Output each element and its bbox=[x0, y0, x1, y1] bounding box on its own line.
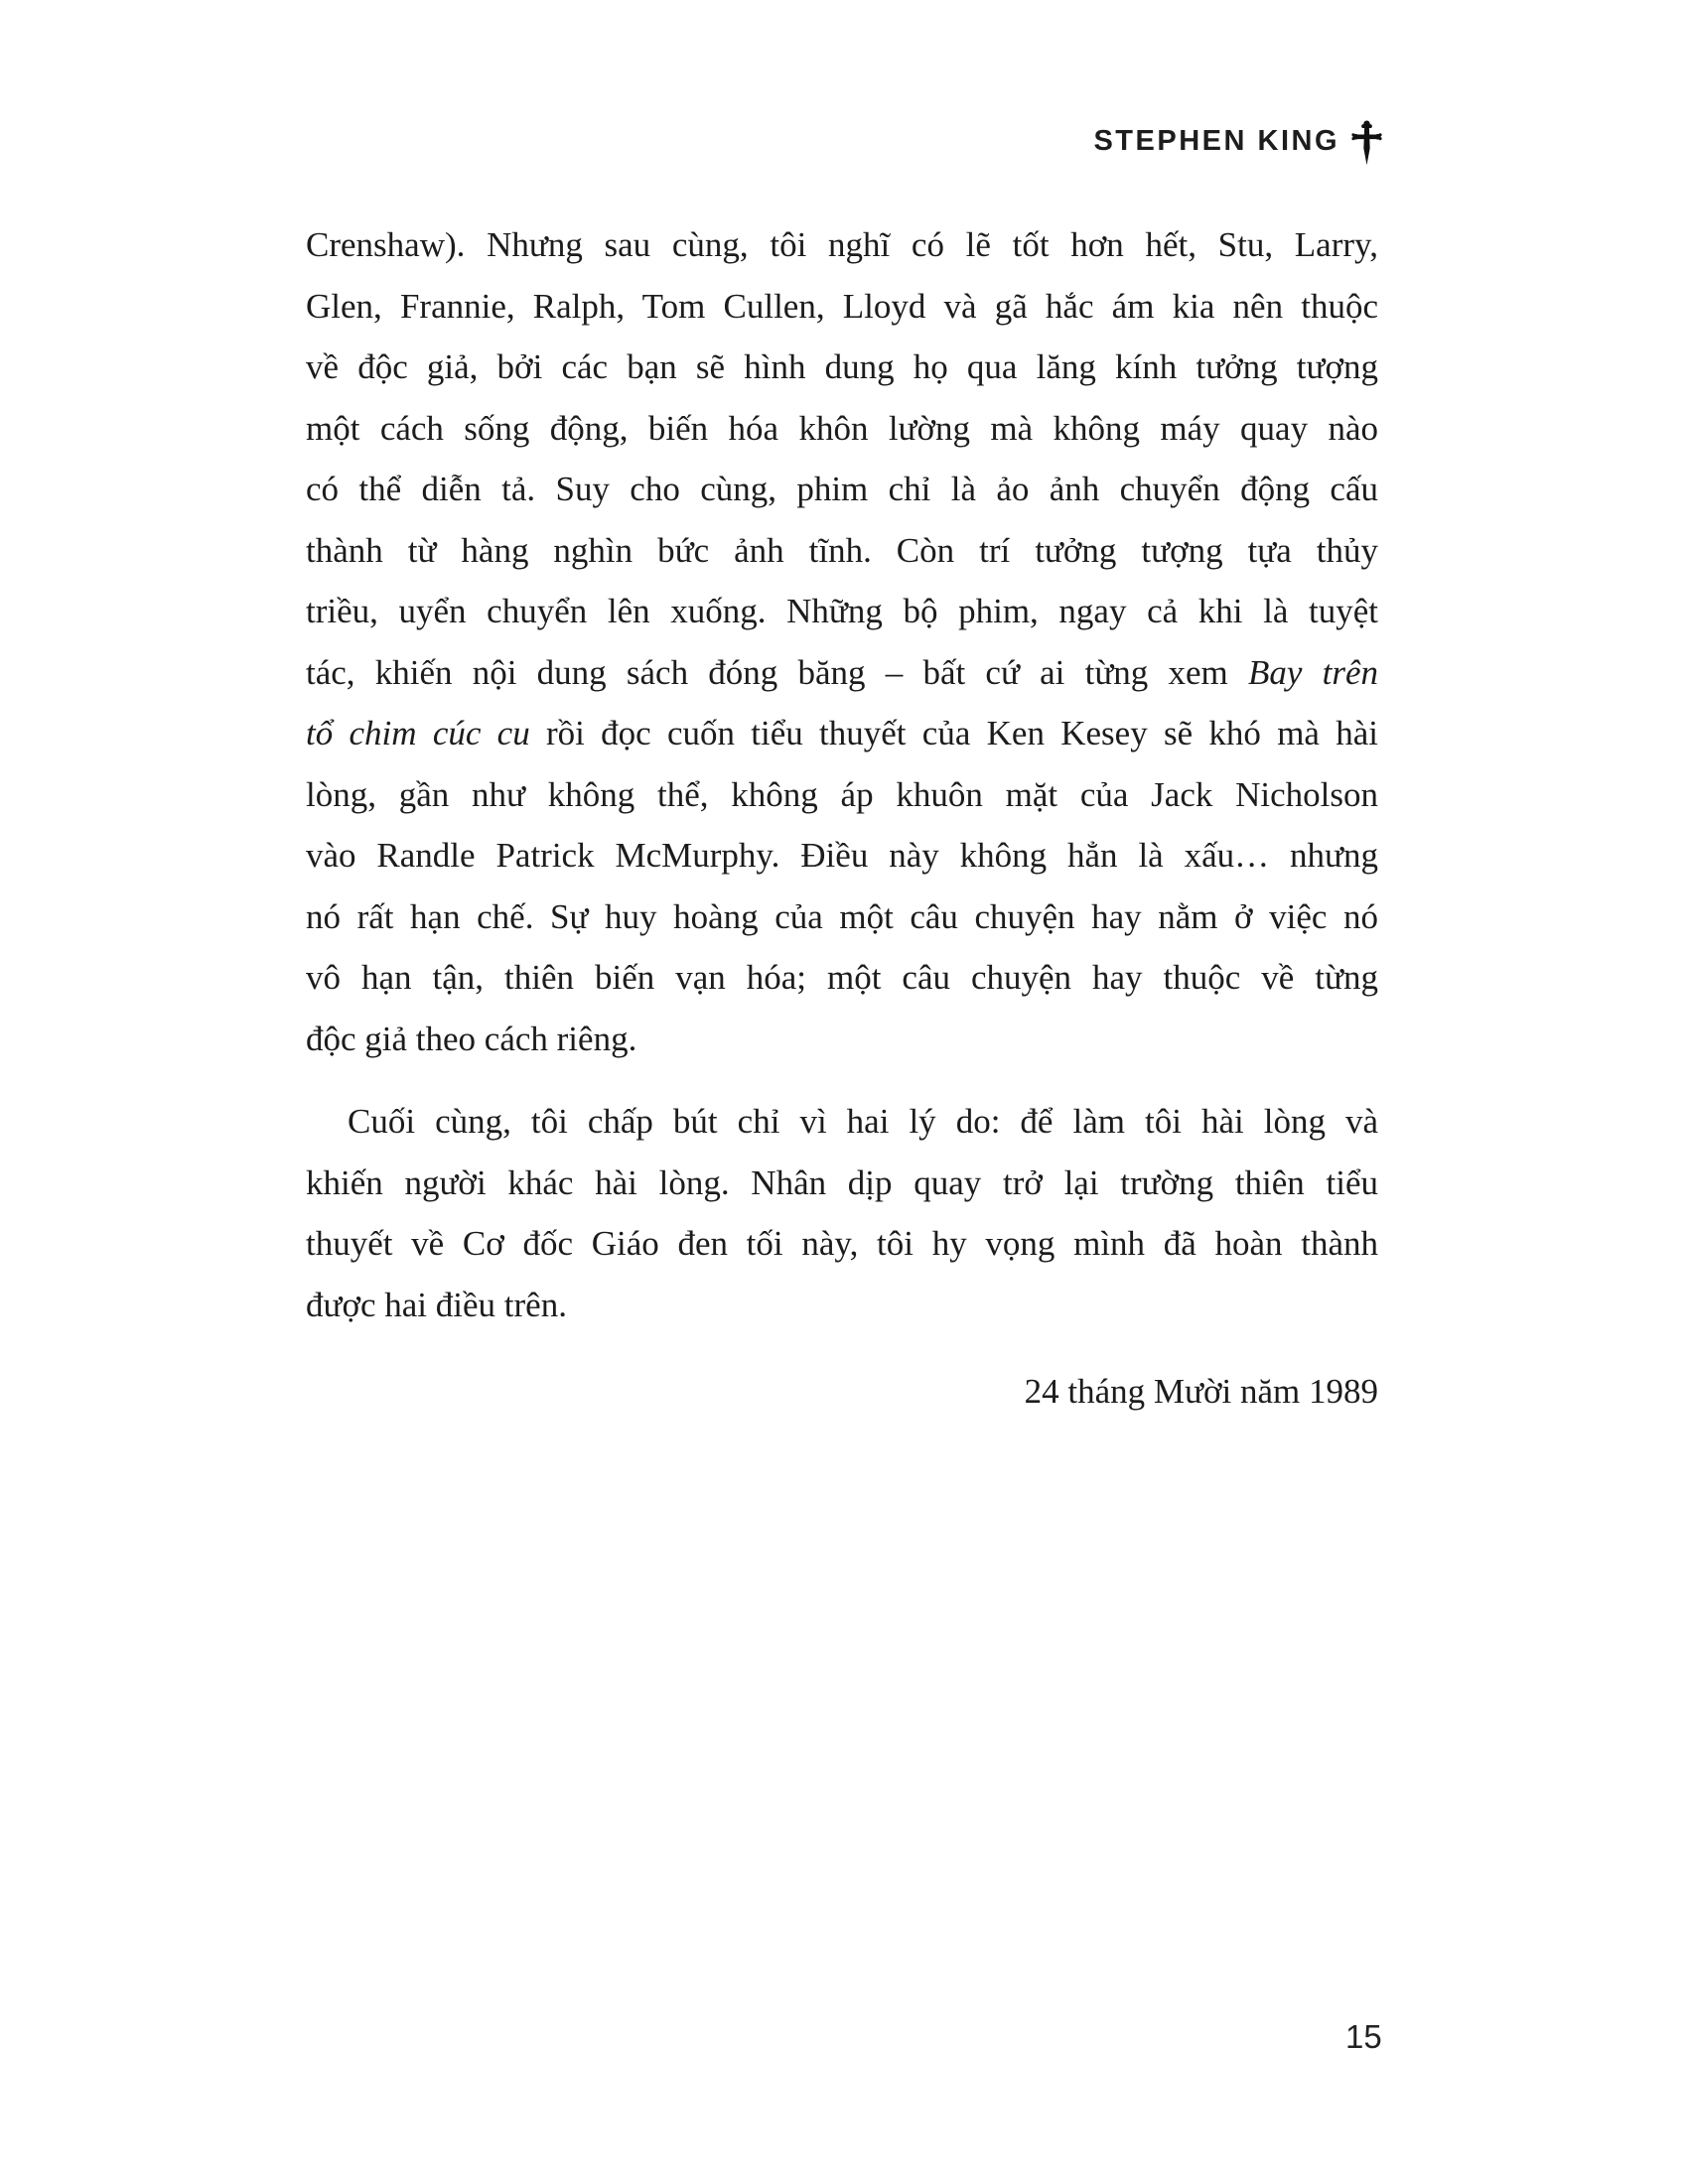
text-line: Cuối cùng, tôi chấp bút chỉ vì hai lý do: để làm tôi hài lòng và bbox=[348, 1102, 1378, 1141]
text-line: lòng, gần như không thể, không áp khuôn mặt của Jack Nicholson bbox=[306, 774, 1378, 814]
text-line: vô hạn tận, thiên biến vạn hóa; một câu chuyện hay thuộc về từng bbox=[306, 958, 1378, 997]
text-line: một cách sống động, biến hóa khôn lường mà không máy quay nào bbox=[306, 408, 1378, 448]
text-line: được hai điều trên. bbox=[306, 1285, 567, 1324]
text-segment: rồi đọc cuốn tiểu thuyết của Ken Kesey sẽ khó mà hài bbox=[545, 714, 1378, 752]
text-segment: tác, khiến nội dung sách đóng băng – bất cứ ai từng xem bbox=[306, 652, 1228, 692]
book-title-italic: tổ chim cúc cu bbox=[306, 714, 530, 752]
running-header bbox=[1093, 115, 1382, 167]
text-line: độc giả theo cách riêng. bbox=[306, 1019, 637, 1058]
paragraph-1 bbox=[306, 214, 1378, 1069]
author-name: STEPHEN KING bbox=[1093, 124, 1339, 157]
paragraph-2 bbox=[306, 1091, 1378, 1335]
text-line bbox=[306, 703, 1378, 764]
text-line: thuyết về Cơ đốc Giáo đen tối này, tôi hy vọng mình đã hoàn thành bbox=[306, 1224, 1378, 1263]
dateline: 24 tháng Mười năm 1989 bbox=[1024, 1372, 1378, 1411]
text-line: Glen, Frannie, Ralph, Tom Cullen, Lloyd và gã hắc ám kia nên thuộc bbox=[306, 286, 1378, 326]
cross-icon bbox=[1351, 120, 1382, 167]
text-line bbox=[306, 642, 1378, 704]
text-line: nó rất hạn chế. Sự huy hoàng của một câu chuyện hay nằm ở việc nó bbox=[306, 896, 1378, 936]
text-line: Crenshaw). Nhưng sau cùng, tôi nghĩ có lẽ tốt hơn hết, Stu, Larry, bbox=[306, 225, 1378, 264]
text-line: triều, uyển chuyển lên xuống. Những bộ phim, ngay cả khi là tuyệt bbox=[306, 592, 1378, 630]
text-line: thành từ hàng nghìn bức ảnh tĩnh. Còn trí tưởng tượng tựa thủy bbox=[306, 530, 1378, 570]
text-line: về độc giả, bởi các bạn sẽ hình dung họ qua lăng kính tưởng tượng bbox=[306, 347, 1378, 386]
page-body bbox=[306, 214, 1378, 1423]
text-line: vào Randle Patrick McMurphy. Điều này không hẳn là xấu… nhưng bbox=[306, 836, 1378, 875]
book-title-italic: Bay trên bbox=[1248, 652, 1379, 692]
page-number: 15 bbox=[1345, 2018, 1382, 2055]
text-line: có thể diễn tả. Suy cho cùng, phim chỉ là ảo ảnh chuyển động cấu bbox=[306, 470, 1378, 508]
text-line: khiến người khác hài lòng. Nhân dịp quay trở lại trường thiên tiểu bbox=[306, 1162, 1378, 1202]
